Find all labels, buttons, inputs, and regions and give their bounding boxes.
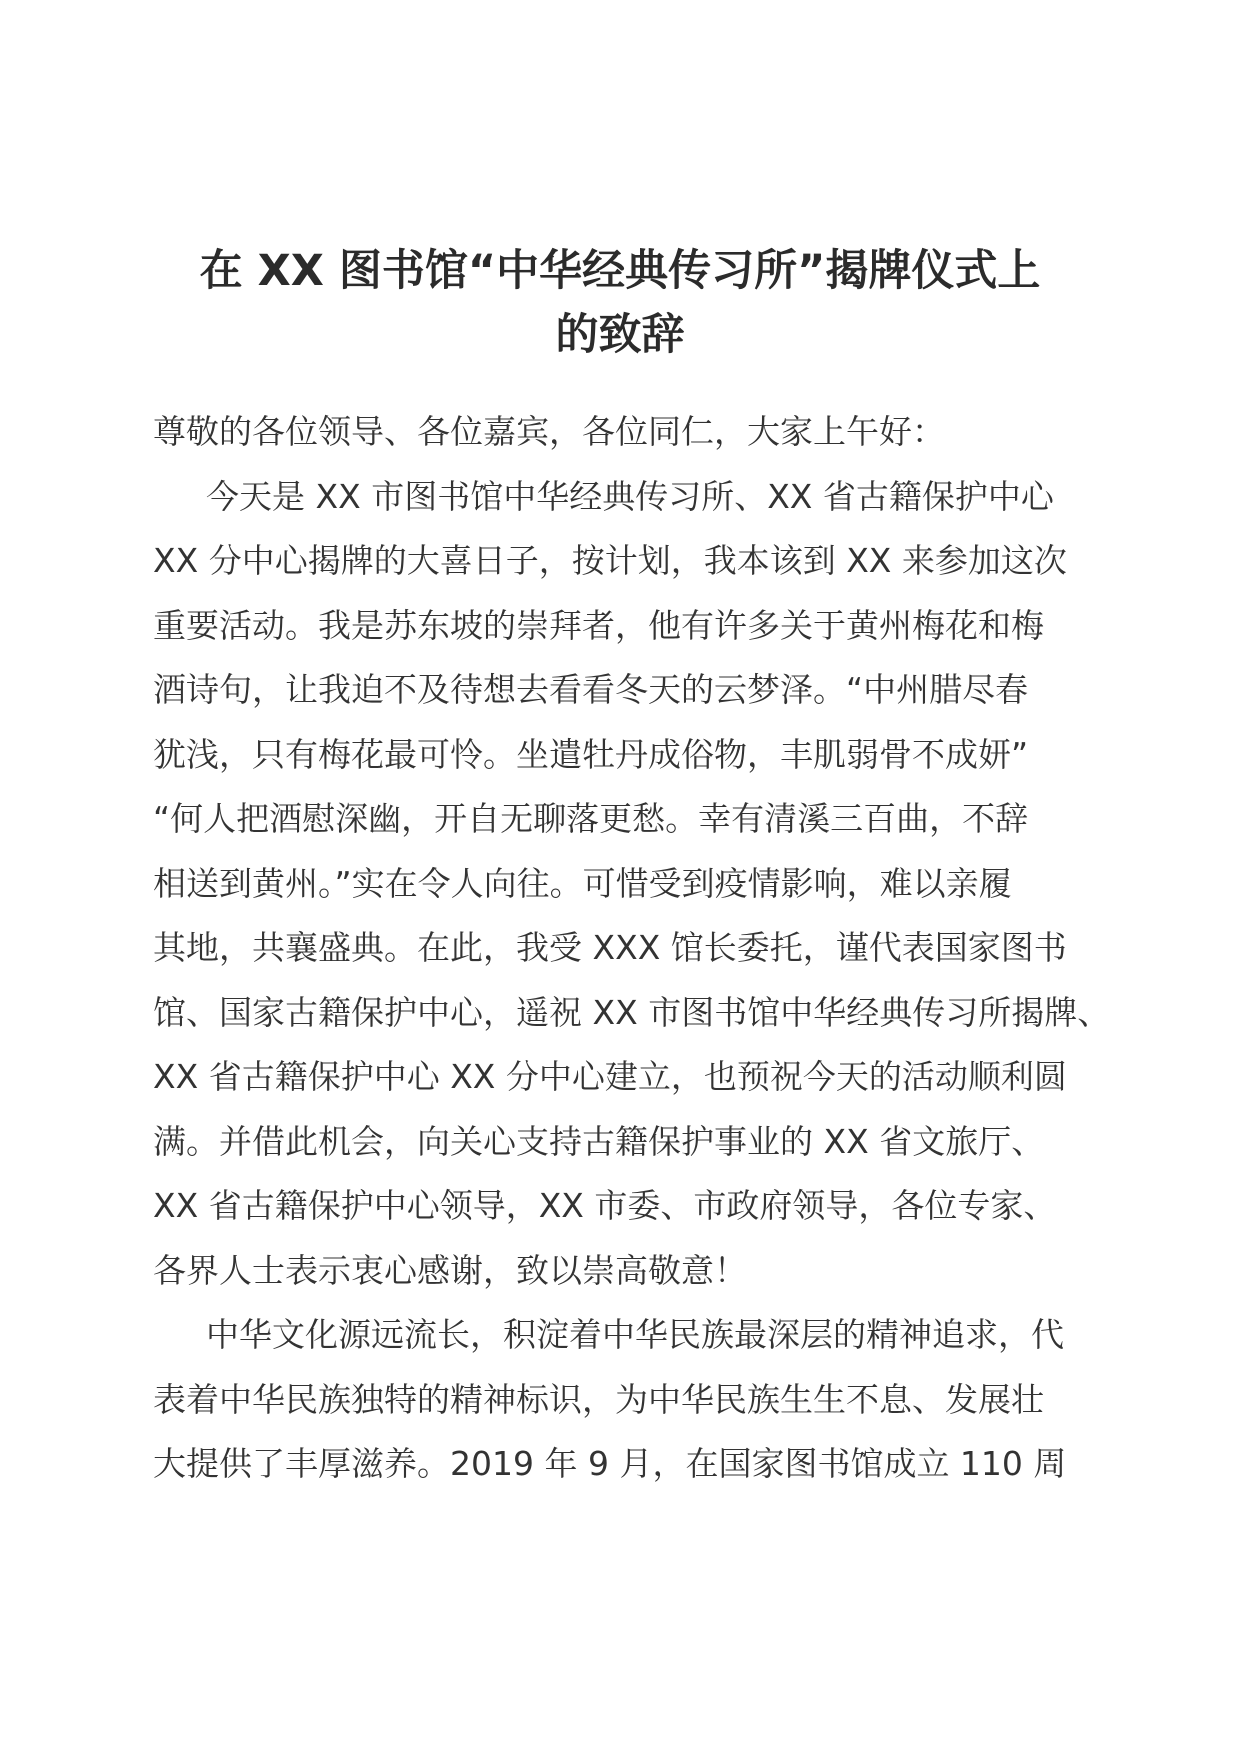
paragraph-line: 表着中华民族独特的精神标识，为中华民族生生不息、发展壮 — [153, 1379, 1044, 1419]
paragraph-line: 犹浅，只有梅花最可怜。坐遣牡丹成俗物，丰肌弱骨不成妍” — [153, 734, 1029, 774]
paragraph-line: 大提供了丰厚滋养。2019 年 9 月，在国家图书馆成立 110 周 — [153, 1444, 1067, 1483]
paragraph-1 — [153, 465, 1113, 1304]
document-title-line-2: 的致辞 — [555, 310, 685, 360]
paragraph-line: 各界人士表示衷心感谢，致以崇高敬意！ — [153, 1250, 747, 1290]
paragraph-line: 重要活动。我是苏东坡的崇拜者，他有许多关于黄州梅花和梅 — [153, 605, 1044, 645]
document-title-line-1: 在 XX 图书馆“中华经典传习所”揭牌仪式上 — [199, 246, 1041, 296]
paragraph-line: “何人把酒慰深幽，开自无聊落更愁。幸有清溪三百曲，不辞 — [153, 799, 1029, 838]
document-body — [153, 400, 1113, 1497]
paragraph-line: 今天是 XX 市图书馆中华经典传习所、XX 省古籍保护中心 — [206, 476, 1054, 516]
paragraph-line: 相送到黄州。”实在令人向往。可惜受到疫情影响，难以亲履 — [153, 863, 1012, 903]
paragraph-line: 馆、国家古籍保护中心，遥祝 XX 市图书馆中华经典传习所揭牌、 — [153, 992, 1111, 1032]
paragraph-line: 满。并借此机会，向关心支持古籍保护事业的 XX 省文旅厅、 — [153, 1121, 1045, 1161]
paragraph-line: 酒诗句，让我迫不及待想去看看冬天的云梦泽。“中州腊尽春 — [153, 670, 1029, 709]
paragraph-line: 中华文化源远流长，积淀着中华民族最深层的精神追求，代 — [206, 1315, 1064, 1354]
paragraph-line: 其地，共襄盛典。在此，我受 XXX 馆长委托，谨代表国家图书 — [153, 928, 1067, 967]
paragraph-line: XX 省古籍保护中心 XX 分中心建立，也预祝今天的活动顺利圆 — [153, 1057, 1067, 1096]
paragraph-2 — [153, 1303, 1113, 1497]
paragraph-line: XX 分中心揭牌的大喜日子，按计划，我本该到 XX 来参加这次 — [153, 541, 1067, 580]
salutation: 尊敬的各位领导、各位嘉宾，各位同仁，大家上午好： — [153, 412, 945, 451]
paragraph-line: XX 省古籍保护中心领导，XX 市委、市政府领导，各位专家、 — [153, 1186, 1057, 1225]
